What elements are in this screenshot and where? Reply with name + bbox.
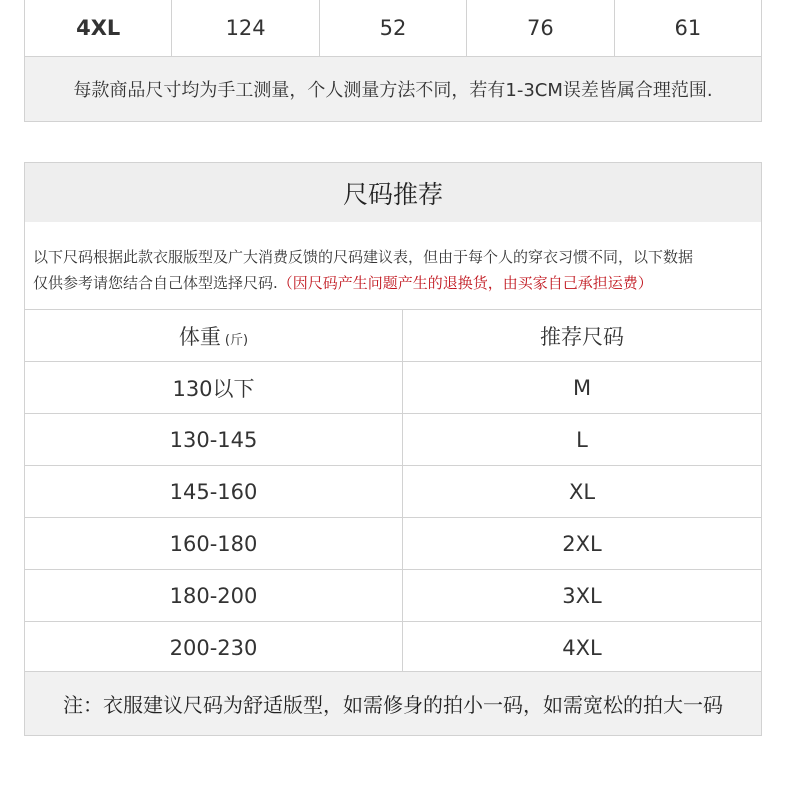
weight-cell: 180-200 [25,570,403,621]
return-warning: （因尺码产生问题产生的退换货，由买家自己承担运费） [277,274,653,292]
section-title: 尺码推荐 [25,163,761,222]
weight-cell: 130-145 [25,414,403,465]
size-recommendation-section [24,162,762,736]
table-cell: 52 [320,0,467,56]
table-header-row [25,309,761,361]
intro-line-1: 以下尺码根据此款衣服版型及广大消费反馈的尺码建议表，但由于每个人的穿衣习惯不同，以下数据 [33,248,694,266]
table-cell: 124 [172,0,319,56]
size-cell: L [576,427,588,452]
size-header: 推荐尺码 [540,324,624,349]
intro-text [33,244,757,296]
measurement-table [24,0,762,122]
table-cell: 61 [674,16,702,40]
table-row [25,569,761,621]
size-cell: 2XL [562,531,602,556]
intro-line-2-text: 仅供参考请您结合自己体型选择尺码. [33,274,278,292]
intro-line-2 [33,270,757,296]
size-cell: M [572,375,592,400]
weight-cell: 200-230 [25,622,403,673]
weight-unit: (斤) [224,333,249,348]
weight-header-label: 体重 [178,324,221,349]
measurement-note: 每款商品尺寸均为手工测量，个人测量方法不同，若有1-3CM误差皆属合理范围. [25,57,761,121]
size-cell: 3XL [562,583,602,608]
table-row [25,465,761,517]
size-cell: 4XL [25,0,172,56]
fit-note: 注：衣服建议尺码为舒适版型，如需修身的拍小一码，如需宽松的拍大一码 [25,671,761,735]
table-row [25,621,761,673]
weight-cell: 160-180 [25,518,403,569]
table-row [25,0,761,57]
table-row [25,361,761,413]
table-row [25,413,761,465]
size-cell: XL [568,479,596,504]
table-cell: 76 [467,0,614,56]
weight-header [25,310,403,361]
weight-cell: 145-160 [25,466,403,517]
weight-cell: 130以下 [25,362,403,413]
table-row [25,517,761,569]
size-cell: 4XL [562,635,602,660]
size-recommendation-table [25,309,761,673]
